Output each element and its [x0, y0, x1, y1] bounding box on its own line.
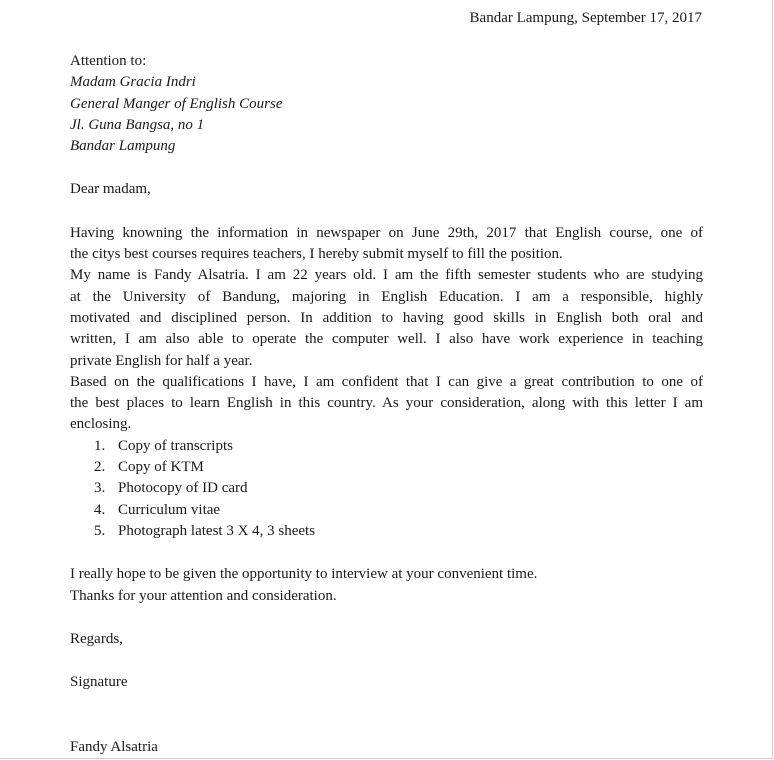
- body-line: written, I am also able to operate the computer well. I also have work experience in teaching: [70, 331, 703, 348]
- regards: Regards,: [70, 630, 123, 647]
- attention-label: Attention to:: [70, 53, 147, 69]
- letter-date: Bandar Lampung, September 17, 2017: [469, 10, 702, 26]
- letter-body: [70, 51, 703, 759]
- body-line: enclosing.: [70, 416, 132, 433]
- sender-name: Fandy Alsatria: [70, 739, 158, 756]
- enclosure-text: Photocopy of ID card: [118, 480, 248, 497]
- enclosure-number: 3.: [94, 480, 106, 497]
- recipient-street: Jl. Guna Bangsa, no 1: [70, 116, 205, 133]
- body-line: the citys best courses requires teachers, I hereby submit myself to fill the position.: [70, 246, 563, 263]
- enclosure-number: 2.: [94, 459, 106, 476]
- body-line: private English for half a year.: [70, 352, 253, 369]
- enclosure-number: 4.: [94, 501, 106, 518]
- body-line: motivated and disciplined person. In addition to having good skills in English both oral and: [70, 309, 703, 326]
- enclosure-item: [70, 436, 703, 457]
- enclosure-item: [70, 478, 703, 499]
- signature-placeholder: Signature: [70, 674, 128, 691]
- body-line: My name is Fandy Alsatria. I am 22 years old. I am the fifth semester students who are studying: [70, 267, 703, 284]
- enclosure-list: [70, 436, 703, 542]
- closing-line: Thanks for your attention and consideration.: [70, 587, 337, 604]
- enclosure-text: Copy of transcripts: [118, 437, 233, 454]
- salutation: Dear madam,: [70, 181, 151, 198]
- enclosure-text: Photograph latest 3 X 4, 3 sheets: [118, 522, 316, 539]
- enclosure-text: Copy of KTM: [118, 459, 204, 476]
- enclosure-item: [70, 521, 703, 542]
- enclosure-text: Curriculum vitae: [118, 501, 221, 518]
- enclosure-item: [70, 457, 703, 478]
- enclosure-number: 5.: [94, 522, 106, 539]
- closing-line: I really hope to be given the opportunity to interview at your convenient time.: [70, 566, 538, 583]
- body-line: Having knowning the information in newspaper on June 29th, 2017 that English course, one of: [70, 224, 703, 241]
- enclosure-item: [70, 500, 703, 521]
- recipient-title: General Manger of English Course: [70, 95, 283, 112]
- recipient-name: Madam Gracia Indri: [70, 74, 196, 91]
- enclosure-number: 1.: [94, 437, 106, 454]
- body-line: the best places to learn English in this country. As your consideration, along with this letter I am: [70, 395, 703, 412]
- recipient-city: Bandar Lampung: [70, 138, 176, 155]
- body-line: at the University of Bandung, majoring in English Education. I am a responsible, highly: [70, 288, 703, 305]
- body-line: Based on the qualifications I have, I am confident that I can give a great contribution to one of: [70, 373, 703, 390]
